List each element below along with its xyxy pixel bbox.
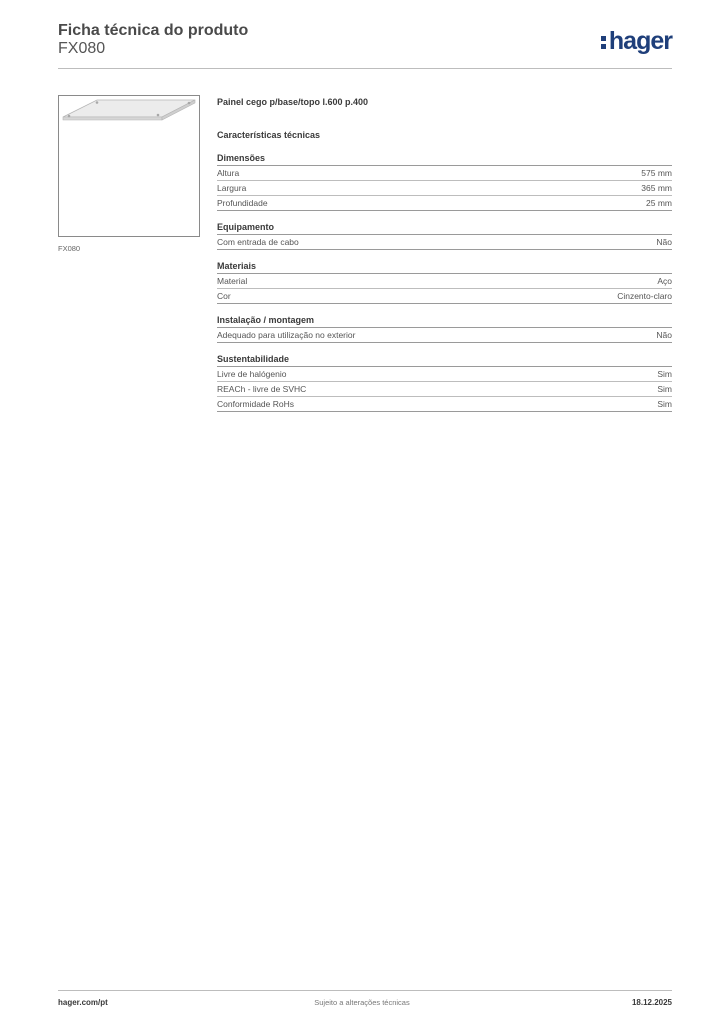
- group-title: Dimensões: [217, 152, 672, 166]
- footer-website-link[interactable]: hager.com/pt: [58, 998, 108, 1007]
- spec-label: Com entrada de cabo: [217, 237, 299, 247]
- spec-value: Não: [656, 330, 672, 340]
- product-name: Painel cego p/base/topo l.600 p.400: [217, 97, 369, 107]
- spec-row: [217, 181, 672, 196]
- spec-label: REACh - livre de SVHC: [217, 384, 307, 394]
- spec-row: [217, 235, 672, 250]
- group-title: Equipamento: [217, 221, 672, 235]
- spec-value: Não: [656, 237, 672, 247]
- spec-label: Material: [217, 276, 248, 286]
- spec-label: Conformidade RoHs: [217, 399, 295, 409]
- group-installation: [217, 314, 672, 343]
- spec-row: [217, 328, 672, 343]
- group-title: Sustentabilidade: [217, 353, 672, 367]
- spec-value: 575 mm: [641, 168, 672, 178]
- header-divider: [58, 68, 672, 69]
- spec-label: Livre de halógenio: [217, 369, 287, 379]
- spec-value: Sim: [657, 384, 672, 394]
- footer-date: 18.12.2025: [631, 998, 672, 1007]
- spec-row: [217, 274, 672, 289]
- spec-value: Aço: [657, 276, 672, 286]
- spec-value: Sim: [657, 369, 672, 379]
- panel-plate-image: [59, 96, 199, 236]
- footer-disclaimer: Sujeito a alterações técnicas: [314, 998, 410, 1007]
- product-code: FX080: [58, 40, 106, 57]
- spec-label: Profundidade: [217, 198, 268, 208]
- spec-label: Adequado para utilização no exterior: [217, 330, 356, 340]
- spec-heading: Características técnicas: [217, 130, 321, 140]
- spec-row: [217, 382, 672, 397]
- product-image-frame: [58, 95, 200, 237]
- hager-logo: [601, 29, 672, 54]
- spec-value: Sim: [657, 399, 672, 409]
- spec-row: [217, 367, 672, 382]
- spec-label: Largura: [217, 183, 247, 193]
- spec-row: [217, 289, 672, 304]
- logo-dots-icon: [601, 33, 606, 50]
- image-caption: FX080: [58, 244, 81, 253]
- spec-label: Cor: [217, 291, 231, 301]
- group-title: Materiais: [217, 260, 672, 274]
- logo-text: hager: [608, 27, 672, 55]
- group-equipment: [217, 221, 672, 250]
- spec-row: [217, 196, 672, 211]
- footer-divider: [58, 990, 672, 991]
- group-title: Instalação / montagem: [217, 314, 672, 328]
- spec-content: [217, 95, 672, 412]
- document-title: Ficha técnica do produto: [58, 22, 249, 39]
- group-dimensions: [217, 152, 672, 211]
- page-header: [58, 20, 672, 70]
- group-materials: [217, 260, 672, 304]
- spec-row: [217, 397, 672, 412]
- spec-value: 365 mm: [641, 183, 672, 193]
- spec-value: 25 mm: [646, 198, 672, 208]
- group-sustainability: [217, 353, 672, 412]
- spec-value: Cinzento-claro: [617, 291, 672, 301]
- spec-row: [217, 166, 672, 181]
- spec-label: Altura: [217, 168, 240, 178]
